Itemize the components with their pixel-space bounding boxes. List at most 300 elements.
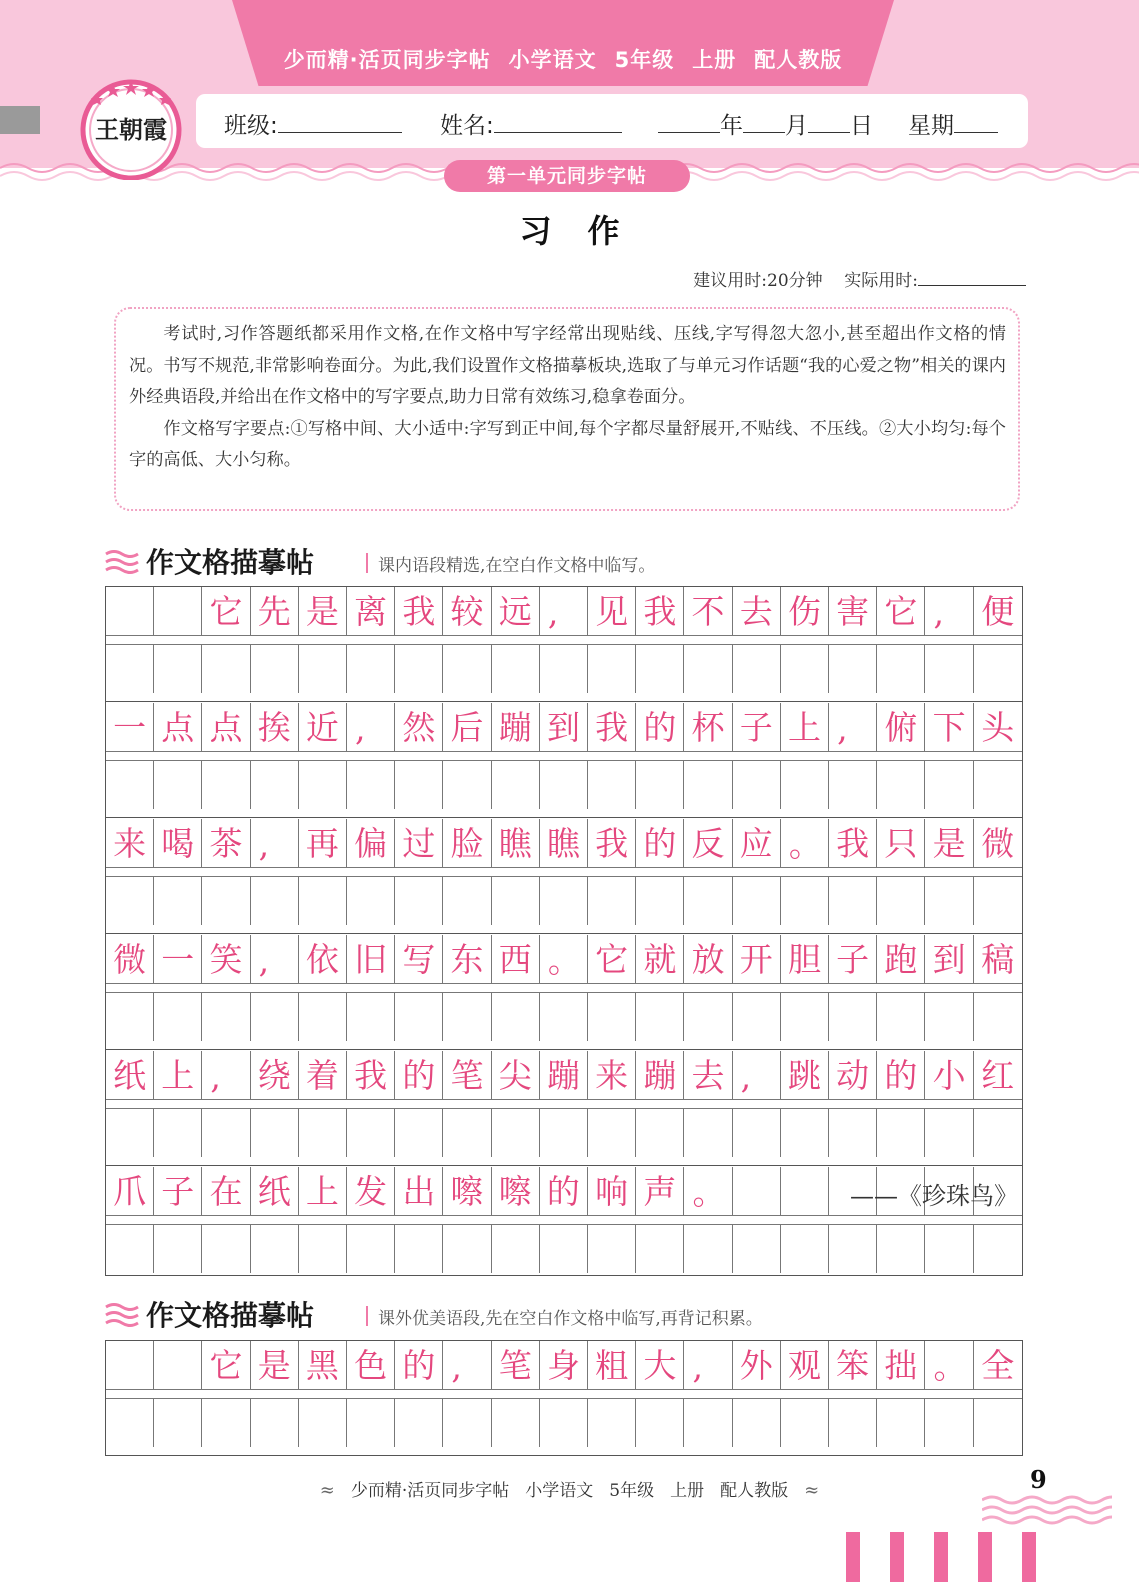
blank-cell[interactable] — [347, 1109, 395, 1157]
blank-cell[interactable] — [395, 645, 443, 693]
blank-cell[interactable] — [154, 993, 202, 1041]
logo-text: 王朝霞 — [95, 115, 167, 144]
trace-cell: 过 — [395, 819, 443, 867]
row-gap — [106, 635, 1022, 645]
blank-cell[interactable] — [299, 877, 347, 925]
blank-cell[interactable] — [636, 993, 684, 1041]
writing-grid-2 — [105, 1340, 1023, 1456]
brand-logo — [80, 78, 182, 180]
trace-cell: 的 — [395, 1051, 443, 1099]
trace-cell — [733, 1167, 781, 1215]
day-blank[interactable] — [808, 110, 850, 133]
trace-cell: 着 — [299, 1051, 347, 1099]
pair-separator — [106, 1049, 1022, 1050]
blank-cell[interactable] — [251, 1225, 299, 1273]
blank-cell[interactable] — [202, 761, 250, 809]
blank-cell[interactable] — [829, 1225, 877, 1273]
blank-cell[interactable] — [106, 1225, 154, 1273]
trace-cell: 挨 — [251, 703, 299, 751]
trace-cell: 。 — [781, 819, 829, 867]
trace-cell: 去 — [733, 587, 781, 635]
trace-cell: 点 — [202, 703, 250, 751]
blank-cell[interactable] — [540, 877, 588, 925]
row-gap — [106, 1215, 1022, 1225]
blank-cell[interactable] — [733, 645, 781, 693]
side-gray-tab — [0, 106, 40, 134]
trace-cell: 身 — [540, 1341, 588, 1389]
unit-title: 第一单元同步字帖 — [444, 160, 690, 192]
blank-cell[interactable] — [925, 1225, 973, 1273]
page-number: 9 — [1030, 1465, 1047, 1494]
trace-cell: 是 — [251, 1341, 299, 1389]
blank-cell[interactable] — [443, 1225, 491, 1273]
trace-cell: 大 — [636, 1341, 684, 1389]
trace-cell: 全 — [981, 1345, 1015, 1385]
trace-cell: 嚓 — [492, 1167, 540, 1215]
blank-cell[interactable] — [395, 1225, 443, 1273]
blank-cell[interactable] — [588, 1399, 636, 1447]
trace-row — [106, 703, 1022, 751]
blank-cell[interactable] — [684, 645, 732, 693]
row-gap — [106, 1099, 1022, 1109]
blank-cell[interactable] — [443, 761, 491, 809]
actual-time-label: 实际用时: — [844, 271, 918, 291]
trace-cell: 稿 — [981, 939, 1015, 979]
blank-cell[interactable] — [781, 761, 829, 809]
trace-cell: 伤 — [781, 587, 829, 635]
trace-cell: 的 — [540, 1167, 588, 1215]
footer-stripes — [846, 1532, 1038, 1582]
trace-cell: 是 — [925, 819, 973, 867]
trace-cell — [106, 587, 154, 635]
blank-cell[interactable] — [154, 645, 202, 693]
blank-cell[interactable] — [395, 993, 443, 1041]
blank-cell[interactable] — [540, 645, 588, 693]
blank-cell[interactable] — [925, 1399, 973, 1447]
blank-cell[interactable] — [636, 645, 684, 693]
trace-cell: , — [347, 703, 395, 751]
trace-cell — [106, 1341, 154, 1389]
trace-cell: 东 — [443, 935, 491, 983]
trace-cell: 上 — [299, 1167, 347, 1215]
time-info — [693, 266, 1026, 291]
blank-cell[interactable] — [492, 993, 540, 1041]
blank-cell[interactable] — [684, 877, 732, 925]
blank-cell[interactable] — [925, 761, 973, 809]
blank-cell[interactable] — [202, 1109, 250, 1157]
blank-cell[interactable] — [347, 877, 395, 925]
wave-icon — [104, 549, 140, 575]
blank-cell[interactable] — [588, 1109, 636, 1157]
blank-cell[interactable] — [829, 993, 877, 1041]
trace-cell: 。 — [925, 1341, 973, 1389]
blank-cell[interactable] — [684, 993, 732, 1041]
practice-row — [106, 1399, 1022, 1447]
trace-cell: 子 — [154, 1167, 202, 1215]
section-1-header — [104, 541, 804, 581]
blank-cell[interactable] — [877, 1225, 925, 1273]
pair-separator — [106, 1165, 1022, 1166]
trace-cell: 上 — [154, 1051, 202, 1099]
blank-cell[interactable] — [636, 877, 684, 925]
trace-cell: 到 — [540, 703, 588, 751]
blank-cell[interactable] — [974, 1399, 1022, 1447]
trace-cell: 跳 — [781, 1051, 829, 1099]
blank-cell[interactable] — [733, 761, 781, 809]
blank-cell[interactable] — [106, 877, 154, 925]
blank-cell[interactable] — [395, 1399, 443, 1447]
blank-cell[interactable] — [781, 1225, 829, 1273]
blank-cell[interactable] — [492, 1399, 540, 1447]
blank-cell[interactable] — [877, 1109, 925, 1157]
blank-cell[interactable] — [877, 645, 925, 693]
blank-cell[interactable] — [925, 1109, 973, 1157]
trace-cell: 嚓 — [443, 1167, 491, 1215]
section-divider — [366, 553, 368, 573]
blank-cell[interactable] — [925, 993, 973, 1041]
trace-cell: 的 — [877, 1051, 925, 1099]
blank-cell[interactable] — [829, 1399, 877, 1447]
trace-cell: 笔 — [492, 1341, 540, 1389]
trace-cell: 后 — [443, 703, 491, 751]
name-field[interactable]: 姓名: — [440, 107, 622, 140]
blank-cell[interactable] — [492, 645, 540, 693]
blank-cell[interactable] — [492, 877, 540, 925]
trace-cell: 我 — [829, 819, 877, 867]
trace-cell: 西 — [492, 935, 540, 983]
actual-time-blank[interactable] — [918, 267, 1026, 286]
practice-row — [106, 645, 1022, 693]
blank-cell[interactable] — [106, 761, 154, 809]
trace-cell: 纸 — [251, 1167, 299, 1215]
blank-cell[interactable] — [540, 761, 588, 809]
trace-row — [106, 1341, 1022, 1389]
blank-cell[interactable] — [636, 761, 684, 809]
weekday-blank[interactable] — [954, 110, 998, 133]
blank-cell[interactable] — [540, 1399, 588, 1447]
blank-cell[interactable] — [202, 877, 250, 925]
practice-row — [106, 1109, 1022, 1157]
blank-cell[interactable] — [974, 645, 1022, 693]
month-blank[interactable] — [743, 110, 785, 133]
trace-cell: 笑 — [202, 935, 250, 983]
blank-cell[interactable] — [974, 877, 1022, 925]
intro-box — [114, 307, 1020, 511]
trace-cell — [154, 1341, 202, 1389]
footer-wave-decoration — [982, 1492, 1112, 1532]
blank-cell[interactable] — [299, 1109, 347, 1157]
blank-cell[interactable] — [588, 1225, 636, 1273]
pair-separator — [106, 701, 1022, 702]
blank-cell[interactable] — [395, 877, 443, 925]
trace-cell — [154, 587, 202, 635]
blank-cell[interactable] — [588, 761, 636, 809]
blank-cell[interactable] — [733, 877, 781, 925]
weekday-field[interactable]: 星期 — [908, 107, 998, 140]
trace-cell: 就 — [636, 935, 684, 983]
row-gap — [106, 867, 1022, 877]
blank-cell[interactable] — [733, 1225, 781, 1273]
blank-cell[interactable] — [492, 1109, 540, 1157]
blank-cell[interactable] — [347, 1399, 395, 1447]
trace-cell: 开 — [733, 935, 781, 983]
blank-cell[interactable] — [588, 877, 636, 925]
trace-cell: , — [202, 1051, 250, 1099]
blank-cell[interactable] — [299, 761, 347, 809]
trace-cell: 响 — [588, 1167, 636, 1215]
trace-cell: 不 — [684, 587, 732, 635]
blank-cell[interactable] — [202, 645, 250, 693]
trace-cell: 的 — [395, 1341, 443, 1389]
trace-row — [106, 1051, 1022, 1099]
blank-cell[interactable] — [251, 877, 299, 925]
blank-cell[interactable] — [347, 1225, 395, 1273]
trace-cell: 然 — [395, 703, 443, 751]
trace-cell: 小 — [925, 1051, 973, 1099]
blank-cell[interactable] — [684, 761, 732, 809]
trace-cell: 蹦 — [540, 1051, 588, 1099]
trace-cell: 到 — [925, 935, 973, 983]
trace-cell: 茶 — [202, 819, 250, 867]
blank-cell[interactable] — [974, 993, 1022, 1041]
section-1-subtitle: 课内语段精选,在空白作文格中临写。 — [378, 556, 656, 576]
trace-cell: 偏 — [347, 819, 395, 867]
trace-cell: , — [251, 819, 299, 867]
blank-cell[interactable] — [492, 1225, 540, 1273]
trace-cell: 绕 — [251, 1051, 299, 1099]
trace-cell: 我 — [347, 1051, 395, 1099]
blank-cell[interactable] — [877, 761, 925, 809]
trace-cell: 外 — [733, 1341, 781, 1389]
trace-cell: 跑 — [877, 935, 925, 983]
blank-cell[interactable] — [974, 1225, 1022, 1273]
trace-cell: 。 — [684, 1167, 732, 1215]
trace-cell: 杯 — [684, 703, 732, 751]
trace-cell: 红 — [981, 1055, 1015, 1095]
trace-cell: 远 — [492, 587, 540, 635]
trace-cell: 头 — [981, 707, 1015, 747]
blank-cell[interactable] — [202, 1225, 250, 1273]
blank-cell[interactable] — [733, 993, 781, 1041]
trace-cell: , — [829, 703, 877, 751]
section-1-title: 作文格描摹帖 — [146, 546, 315, 579]
trace-cell: 出 — [395, 1167, 443, 1215]
series-title: 少而精·活页同步字帖 小学语文 5年级 上册 配人教版 — [283, 48, 843, 72]
blank-cell[interactable] — [684, 1109, 732, 1157]
blank-cell[interactable] — [829, 761, 877, 809]
blank-cell[interactable] — [540, 1225, 588, 1273]
blank-cell[interactable] — [154, 761, 202, 809]
wave-icon: ≈ — [319, 1480, 335, 1501]
blank-cell[interactable] — [202, 1399, 250, 1447]
trace-cell: 微 — [981, 823, 1015, 863]
trace-cell: 动 — [829, 1051, 877, 1099]
trace-cell: 我 — [395, 587, 443, 635]
blank-cell[interactable] — [877, 877, 925, 925]
source-attribution: ——《珍珠鸟》 — [850, 1182, 1018, 1210]
blank-cell[interactable] — [251, 645, 299, 693]
date-field[interactable]: 年 月 日 — [658, 107, 873, 140]
blank-cell[interactable] — [636, 1109, 684, 1157]
trace-cell: 一 — [106, 703, 154, 751]
blank-cell[interactable] — [925, 877, 973, 925]
blank-cell[interactable] — [540, 1109, 588, 1157]
practice-row — [106, 877, 1022, 925]
trace-cell: 蹦 — [492, 703, 540, 751]
blank-cell[interactable] — [106, 645, 154, 693]
year-blank[interactable] — [658, 110, 720, 133]
trace-row — [106, 935, 1022, 983]
trace-cell: 来 — [588, 1051, 636, 1099]
blank-cell[interactable] — [106, 993, 154, 1041]
trace-cell: 观 — [781, 1341, 829, 1389]
trace-cell: 脸 — [443, 819, 491, 867]
blank-cell[interactable] — [395, 1109, 443, 1157]
blank-cell[interactable] — [684, 1225, 732, 1273]
trace-cell: 应 — [733, 819, 781, 867]
blank-cell[interactable] — [395, 761, 443, 809]
blank-cell[interactable] — [733, 1399, 781, 1447]
blank-cell[interactable] — [299, 1225, 347, 1273]
trace-cell: , — [443, 1341, 491, 1389]
blank-cell[interactable] — [299, 1399, 347, 1447]
blank-cell[interactable] — [299, 993, 347, 1041]
trace-cell: , — [733, 1051, 781, 1099]
trace-row — [106, 819, 1022, 867]
trace-cell: 依 — [299, 935, 347, 983]
trace-cell: 拙 — [877, 1341, 925, 1389]
blank-cell[interactable] — [829, 645, 877, 693]
blank-cell[interactable] — [347, 993, 395, 1041]
blank-cell[interactable] — [781, 1109, 829, 1157]
blank-cell[interactable] — [251, 993, 299, 1041]
class-field[interactable]: 班级: — [224, 107, 402, 140]
blank-cell[interactable] — [251, 1109, 299, 1157]
trace-cell: 黑 — [299, 1341, 347, 1389]
trace-cell: 去 — [684, 1051, 732, 1099]
trace-cell: 上 — [781, 703, 829, 751]
trace-cell: 笨 — [829, 1341, 877, 1389]
practice-row — [106, 993, 1022, 1041]
blank-cell[interactable] — [299, 645, 347, 693]
blank-cell[interactable] — [877, 1399, 925, 1447]
student-info-box — [196, 94, 1028, 148]
blank-cell[interactable] — [251, 1399, 299, 1447]
blank-cell[interactable] — [154, 1109, 202, 1157]
trace-cell: 放 — [684, 935, 732, 983]
trace-cell: 再 — [299, 819, 347, 867]
trace-cell: 子 — [733, 703, 781, 751]
blank-cell[interactable] — [974, 761, 1022, 809]
class-blank[interactable] — [278, 110, 402, 133]
blank-cell[interactable] — [106, 1109, 154, 1157]
trace-cell: 的 — [636, 819, 684, 867]
section-2-title: 作文格描摹帖 — [146, 1299, 315, 1332]
blank-cell[interactable] — [781, 1399, 829, 1447]
blank-cell[interactable] — [443, 877, 491, 925]
name-blank[interactable] — [494, 110, 622, 133]
blank-cell[interactable] — [540, 993, 588, 1041]
blank-cell[interactable] — [733, 1109, 781, 1157]
trace-cell: 来 — [106, 819, 154, 867]
pair-separator — [106, 817, 1022, 818]
trace-cell: 它 — [202, 1341, 250, 1389]
trace-cell: 离 — [347, 587, 395, 635]
trace-cell: 色 — [347, 1341, 395, 1389]
blank-cell[interactable] — [781, 993, 829, 1041]
section-2-header — [104, 1294, 904, 1334]
blank-cell[interactable] — [829, 1109, 877, 1157]
blank-cell[interactable] — [154, 1399, 202, 1447]
blank-cell[interactable] — [443, 993, 491, 1041]
blank-cell[interactable] — [588, 993, 636, 1041]
blank-cell[interactable] — [636, 1225, 684, 1273]
trace-cell: 粗 — [588, 1341, 636, 1389]
trace-cell: , — [925, 587, 973, 635]
trace-cell: 瞧 — [540, 819, 588, 867]
blank-cell[interactable] — [588, 645, 636, 693]
trace-cell: 我 — [588, 703, 636, 751]
trace-cell: 一 — [154, 935, 202, 983]
blank-cell[interactable] — [925, 645, 973, 693]
trace-cell: 微 — [106, 935, 154, 983]
blank-cell[interactable] — [251, 761, 299, 809]
trace-cell: 胆 — [781, 935, 829, 983]
blank-cell[interactable] — [347, 645, 395, 693]
trace-cell: 我 — [636, 587, 684, 635]
trace-cell: 先 — [251, 587, 299, 635]
blank-cell[interactable] — [781, 645, 829, 693]
trace-cell: 它 — [877, 587, 925, 635]
trace-cell: 瞧 — [492, 819, 540, 867]
trace-cell: 喝 — [154, 819, 202, 867]
trace-cell: 声 — [636, 1167, 684, 1215]
trace-cell: 发 — [347, 1167, 395, 1215]
blank-cell[interactable] — [443, 1109, 491, 1157]
blank-cell[interactable] — [636, 1399, 684, 1447]
trace-cell — [781, 1167, 829, 1215]
intro-paragraph-1: 考试时,习作答题纸都采用作文格,在作文格中写字经常出现贴线、压线,字写得忽大忽小,甚至超出作文格的情况。书写不规范,非常影响卷面分。为此,我们设置作文格描摹板块,选取了与单元习作话题“我的心爱之物”相关的课内外经典语段,并给出在作文格中的写字要点,助力日常有效练习,稳拿卷面分。 — [129, 324, 1006, 407]
blank-cell[interactable] — [829, 877, 877, 925]
wave-icon: ≈ — [804, 1480, 820, 1501]
blank-cell[interactable] — [877, 993, 925, 1041]
trace-cell: 害 — [829, 587, 877, 635]
blank-cell[interactable] — [443, 645, 491, 693]
trace-cell: , — [540, 587, 588, 635]
blank-cell[interactable] — [154, 1225, 202, 1273]
trace-cell: 只 — [877, 819, 925, 867]
trace-cell: 笔 — [443, 1051, 491, 1099]
wave-icon — [104, 1302, 140, 1328]
trace-cell: 它 — [588, 935, 636, 983]
blank-cell[interactable] — [492, 761, 540, 809]
blank-cell[interactable] — [684, 1399, 732, 1447]
row-gap — [106, 751, 1022, 761]
blank-cell[interactable] — [347, 761, 395, 809]
trace-cell: 旧 — [347, 935, 395, 983]
blank-cell[interactable] — [154, 877, 202, 925]
blank-cell[interactable] — [202, 993, 250, 1041]
blank-cell[interactable] — [974, 1109, 1022, 1157]
blank-cell[interactable] — [781, 877, 829, 925]
practice-row — [106, 1225, 1022, 1273]
blank-cell[interactable] — [106, 1399, 154, 1447]
trace-cell: 我 — [588, 819, 636, 867]
trace-cell: 是 — [299, 587, 347, 635]
suggested-time: 建议用时:20分钟 — [693, 271, 823, 291]
blank-cell[interactable] — [443, 1399, 491, 1447]
trace-cell: 纸 — [106, 1051, 154, 1099]
